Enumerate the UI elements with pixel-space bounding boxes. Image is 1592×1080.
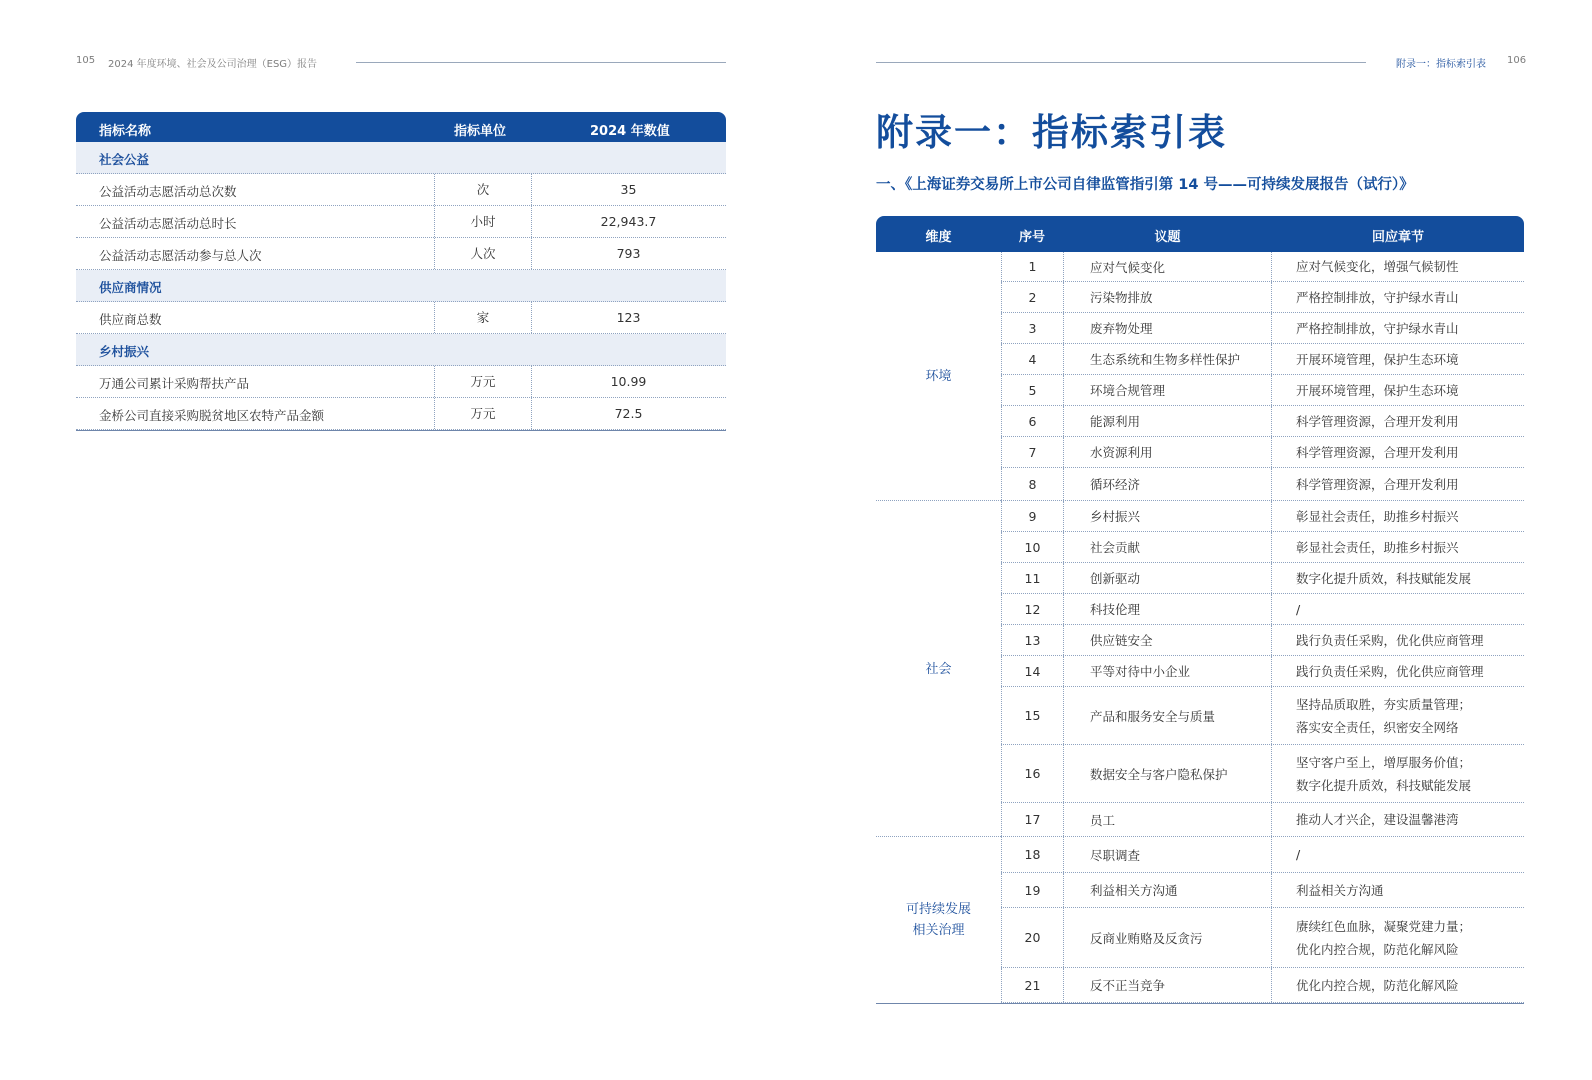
indicator-value: 72.5 (614, 406, 643, 421)
topic-number: 6 (1001, 406, 1064, 436)
response-section (1273, 468, 1524, 500)
response-section (1273, 344, 1524, 374)
topic-number: 13 (1001, 625, 1064, 655)
dimension-label-line: 相关治理 (912, 923, 965, 938)
topic-name: 数据安全与客户隐私保护 (1063, 745, 1272, 802)
response-section-line: 落实安全责任，织密安全网络 (1296, 719, 1459, 735)
topic-name: 产品和服务安全与质量 (1063, 687, 1272, 744)
table-row (1001, 803, 1524, 837)
table-row (76, 238, 726, 270)
topic-number: 18 (1001, 837, 1064, 872)
index-table-header (876, 216, 1524, 252)
topic-number: 9 (1001, 501, 1064, 531)
header-dimension: 维度 (925, 230, 952, 245)
indicator-value: 22,943.7 (600, 214, 657, 229)
dimension-label (876, 252, 1001, 501)
topic-number: 8 (1001, 468, 1064, 500)
topic-number: 16 (1001, 745, 1064, 802)
response-section-line: 赓续红色血脉，凝聚党建力量； (1296, 918, 1472, 934)
topic-number: 7 (1001, 437, 1064, 467)
response-section (1273, 313, 1524, 343)
indicator-table-body (76, 142, 726, 430)
left-page-number: 105 (76, 55, 96, 66)
response-section-line: 科学管理资源，合理开发利用 (1296, 476, 1459, 492)
topic-name: 平等对待中小企业 (1063, 656, 1272, 686)
topic-name: 乡村振兴 (1063, 501, 1272, 531)
topic-number: 5 (1001, 375, 1064, 405)
response-section (1273, 803, 1524, 836)
indicator-name: 供应商总数 (99, 312, 162, 327)
table-row (1001, 594, 1524, 625)
response-section-line: 开展环境管理，保护生态环境 (1296, 382, 1459, 398)
indicator-value: 793 (616, 246, 641, 261)
topic-name: 反不正当竞争 (1063, 968, 1272, 1002)
topic-name: 废弃物处理 (1063, 313, 1272, 343)
section-row (76, 270, 726, 302)
response-section-line: 科学管理资源，合理开发利用 (1296, 413, 1459, 429)
topic-number: 14 (1001, 656, 1064, 686)
response-section-line: 优化内控合规，防范化解风险 (1296, 977, 1459, 993)
topic-name: 科技伦理 (1063, 594, 1272, 624)
indicator-table-header (76, 112, 726, 142)
response-section-line: 严格控制排放，守护绿水青山 (1296, 320, 1459, 336)
header-response-section: 回应章节 (1371, 230, 1424, 245)
response-section (1273, 375, 1524, 405)
indicator-unit: 万元 (434, 398, 532, 429)
table-row (1001, 532, 1524, 563)
response-section-line: 坚持品质取胜，夯实质量管理； (1296, 696, 1472, 712)
topic-name: 社会贡献 (1063, 532, 1272, 562)
header-indicator-name: 指标名称 (99, 124, 152, 139)
topic-number: 21 (1001, 968, 1064, 1002)
header-indicator-unit: 指标单位 (454, 124, 507, 139)
indicator-unit: 次 (434, 174, 532, 205)
response-section (1273, 968, 1524, 1002)
table-row (1001, 656, 1524, 687)
topic-number: 4 (1001, 344, 1064, 374)
topic-name: 尽职调查 (1063, 837, 1272, 872)
table-row (1001, 375, 1524, 406)
response-section-line: / (1296, 601, 1301, 617)
table-row (76, 366, 726, 398)
index-table-bottom-rule (876, 1003, 1524, 1004)
dimension-label (876, 837, 1001, 1003)
table-row (1001, 563, 1524, 594)
response-section (1273, 594, 1524, 624)
indicator-name: 公益活动志愿活动总时长 (99, 216, 237, 231)
topic-number: 12 (1001, 594, 1064, 624)
response-section-line: 数字化提升质效，科技赋能发展 (1296, 570, 1472, 586)
response-section-line: 数字化提升质效，科技赋能发展 (1296, 777, 1472, 793)
topic-name: 员工 (1063, 803, 1272, 836)
topic-name: 污染物排放 (1063, 282, 1272, 312)
table-row (1001, 625, 1524, 656)
response-section (1273, 563, 1524, 593)
section-label: 供应商情况 (99, 280, 162, 295)
dimension-label-line: 环境 (925, 369, 952, 384)
response-section (1273, 282, 1524, 312)
table-row (1001, 282, 1524, 313)
response-section-line: 开展环境管理，保护生态环境 (1296, 351, 1459, 367)
response-section-line: / (1296, 847, 1301, 862)
topic-number: 10 (1001, 532, 1064, 562)
response-section-line: 彰显社会责任，助推乡村振兴 (1296, 539, 1459, 555)
page-title: 附录一：指标索引表 (876, 111, 1227, 154)
table-row (1001, 745, 1524, 803)
indicator-table-bottom-rule (76, 430, 726, 431)
topic-number: 11 (1001, 563, 1064, 593)
table-row (1001, 908, 1524, 968)
response-section (1273, 687, 1524, 744)
response-section (1273, 252, 1524, 281)
response-section-line: 优化内控合规，防范化解风险 (1296, 941, 1459, 957)
table-row (1001, 468, 1524, 501)
dimension-label-line: 社会 (925, 661, 952, 677)
topic-name: 循环经济 (1063, 468, 1272, 500)
table-row (1001, 687, 1524, 745)
indicator-unit: 人次 (434, 238, 532, 269)
right-page-number: 106 (1507, 55, 1527, 66)
topic-number: 19 (1001, 873, 1064, 907)
indicator-name: 金桥公司直接采购脱贫地区农特产品金额 (99, 408, 325, 423)
topic-name: 应对气候变化 (1063, 252, 1272, 281)
response-section (1273, 437, 1524, 467)
topic-name: 创新驱动 (1063, 563, 1272, 593)
table-row (1001, 873, 1524, 908)
table-row (76, 174, 726, 206)
response-section (1273, 745, 1524, 802)
topic-name: 水资源利用 (1063, 437, 1272, 467)
response-section-line: 践行负责任采购，优化供应商管理 (1296, 663, 1484, 679)
topic-name: 反商业贿赂及反贪污 (1063, 908, 1272, 967)
left-report-title: 2024 年度环境、社会及公司治理（ESG）报告 (108, 59, 318, 70)
table-row (76, 206, 726, 238)
topic-name: 利益相关方沟通 (1063, 873, 1272, 907)
response-section-line: 践行负责任采购，优化供应商管理 (1296, 632, 1484, 648)
page-subtitle: 一、《上海证券交易所上市公司自律监管指引第 14 号——可持续发展报告（试行）》 (876, 177, 1414, 193)
response-section-line: 坚守客户至上，增厚服务价值； (1296, 754, 1472, 770)
table-row (1001, 437, 1524, 468)
response-section (1273, 873, 1524, 907)
header-topic: 议题 (1154, 230, 1181, 245)
dimension-label-line: 可持续发展 (905, 902, 971, 917)
response-section-line: 应对气候变化，增强气候韧性 (1296, 259, 1459, 274)
section-label: 乡村振兴 (99, 344, 150, 359)
indicator-name: 万通公司累计采购帮扶产品 (99, 376, 250, 391)
table-row (76, 302, 726, 334)
response-section (1273, 656, 1524, 686)
table-row (1001, 406, 1524, 437)
topic-number: 1 (1001, 252, 1064, 281)
header-number: 序号 (1018, 230, 1045, 245)
indicator-unit: 小时 (434, 206, 532, 237)
topic-number: 2 (1001, 282, 1064, 312)
indicator-table (76, 112, 726, 431)
left-header-rule (356, 62, 726, 63)
table-row (1001, 313, 1524, 344)
table-row (1001, 837, 1524, 873)
topic-number: 3 (1001, 313, 1064, 343)
section-row (76, 142, 726, 174)
indicator-name: 公益活动志愿活动总次数 (99, 184, 237, 199)
indicator-value: 35 (620, 182, 637, 197)
right-section-label: 附录一：指标索引表 (1396, 59, 1486, 70)
table-row (76, 398, 726, 430)
response-section-line: 严格控制排放，守护绿水青山 (1296, 289, 1459, 305)
indicator-unit: 家 (434, 302, 532, 333)
topic-number: 20 (1001, 908, 1064, 967)
header-indicator-value: 2024 年数值 (590, 124, 670, 139)
right-header-rule (876, 62, 1366, 63)
response-section-line: 推动人才兴企，建设温馨港湾 (1296, 812, 1459, 827)
topic-number: 15 (1001, 687, 1064, 744)
topic-name: 环境合规管理 (1063, 375, 1272, 405)
topic-name: 能源利用 (1063, 406, 1272, 436)
topic-name: 生态系统和生物多样性保护 (1063, 344, 1272, 374)
response-section (1273, 837, 1524, 872)
table-row (1001, 968, 1524, 1003)
topic-name: 供应链安全 (1063, 625, 1272, 655)
response-section (1273, 532, 1524, 562)
response-section (1273, 406, 1524, 436)
dimension-label (876, 501, 1001, 837)
indicator-unit: 万元 (434, 366, 532, 397)
topic-number: 17 (1001, 803, 1064, 836)
indicator-value: 10.99 (610, 374, 647, 389)
response-section-line: 彰显社会责任，助推乡村振兴 (1296, 508, 1459, 524)
table-row (1001, 501, 1524, 532)
response-section (1273, 625, 1524, 655)
table-row (1001, 252, 1524, 282)
index-table (876, 216, 1524, 1022)
indicator-value: 123 (616, 310, 641, 325)
section-row (76, 334, 726, 366)
indicator-name: 公益活动志愿活动参与总人次 (99, 248, 262, 263)
response-section-line: 利益相关方沟通 (1296, 882, 1384, 898)
response-section (1273, 908, 1524, 967)
response-section-line: 科学管理资源，合理开发利用 (1296, 444, 1459, 460)
table-row (1001, 344, 1524, 375)
response-section (1273, 501, 1524, 531)
section-label: 社会公益 (99, 152, 150, 167)
